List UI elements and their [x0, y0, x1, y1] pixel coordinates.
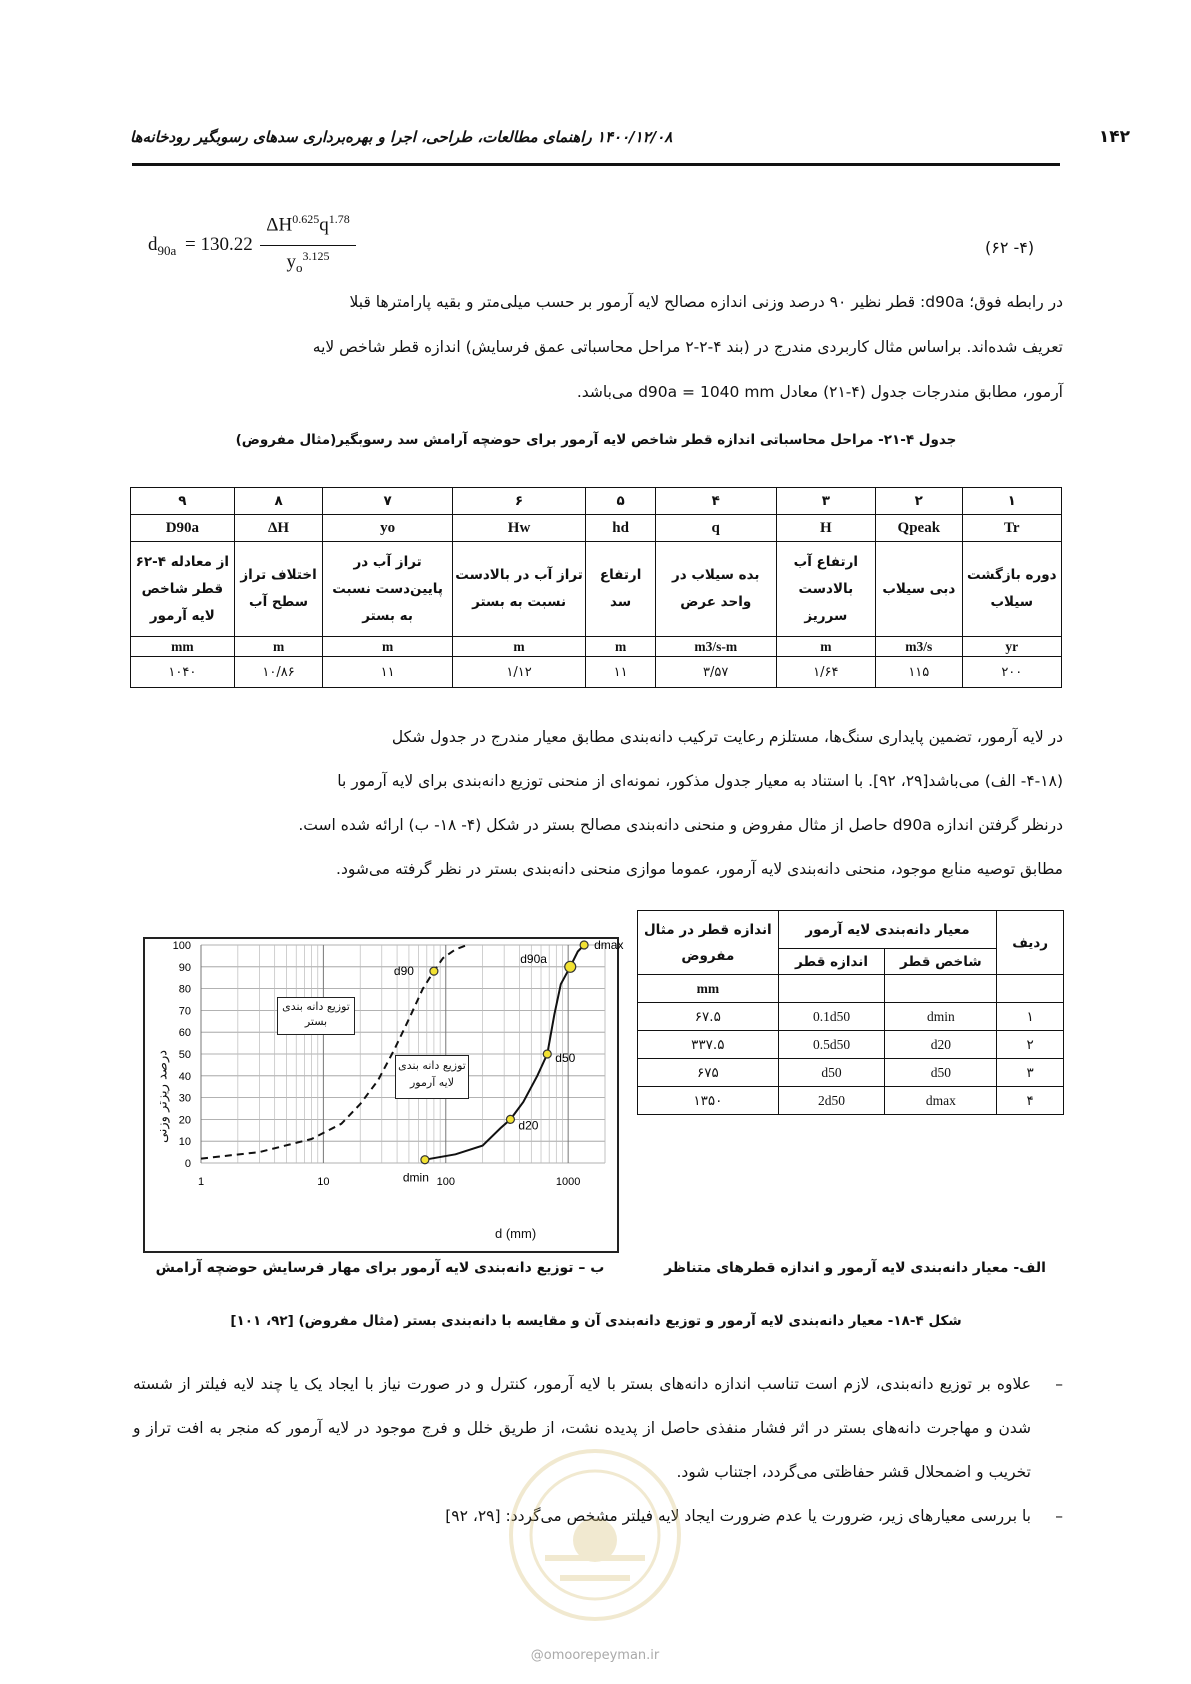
- table-cell: mm: [638, 975, 779, 1003]
- y-tick-label: 20: [178, 1114, 191, 1127]
- equation-den-sub: o: [296, 260, 303, 276]
- y-tick-label: 90: [178, 961, 191, 974]
- table-cell: ۱: [997, 1003, 1064, 1031]
- page-number: ۱۴۲: [1098, 127, 1130, 147]
- table-cell: H: [776, 515, 875, 542]
- y-tick-label: 50: [178, 1049, 191, 1061]
- watermark-seal-icon: [505, 1445, 685, 1625]
- table-cell: 2d50: [778, 1087, 885, 1115]
- annotation-armor: توزیع دانه بندی لایه آرمور: [395, 1055, 469, 1099]
- fraction-bar: [260, 245, 356, 246]
- table-cell: ۳: [776, 488, 875, 515]
- table-cell: شاخص قطر: [885, 949, 997, 975]
- table-cell: dmax: [885, 1087, 997, 1115]
- table-cell: ۱۰/۸۶: [234, 657, 323, 688]
- figure-subcaption-a: الف- معیار دانه‌بندی لایه آرمور و اندازه قطرهای متناظر: [664, 1260, 1046, 1276]
- table-cell: mm: [131, 637, 235, 657]
- figure-subcaption-b: ب – توزیع دانه‌بندی لایه آرمور برای مهار فرسایش حوضچه آرامش: [155, 1260, 605, 1276]
- point-marker-d90: [430, 967, 438, 975]
- table-cell: Qpeak: [876, 515, 963, 542]
- table-cell: Hw: [452, 515, 586, 542]
- table-cell: [778, 975, 885, 1003]
- y-tick-label: 10: [178, 1136, 191, 1149]
- chart-ylabel: درصد ریزتر وزنی: [155, 1049, 171, 1144]
- bullet-dash: –: [1055, 1375, 1063, 1393]
- table-cell: d50: [778, 1059, 885, 1087]
- x-tick-label: 1000: [555, 1176, 581, 1188]
- table-cell: hd: [586, 515, 655, 542]
- equation-num-b: q: [319, 214, 329, 236]
- table-cell: ۹: [131, 488, 235, 515]
- grading-chart: [143, 937, 624, 1253]
- marker-label-dmax: dmax: [594, 938, 624, 952]
- table-cell: 0.5d50: [778, 1031, 885, 1059]
- equation-num-a: ΔH: [266, 214, 293, 236]
- marker-label-dmin: dmin: [402, 1170, 429, 1185]
- table-cell: ۳: [997, 1059, 1064, 1087]
- table-cell: معیار دانه‌بندی لایه آرمور: [778, 911, 997, 949]
- table-cell: دوره بازگشت سیلاب: [962, 542, 1061, 637]
- table-cell: yo: [323, 515, 452, 542]
- y-tick-label: 80: [178, 983, 191, 996]
- table-cell: اندازه قطر: [778, 949, 885, 975]
- table-2: [637, 910, 1064, 1115]
- table-cell: ۸: [234, 488, 323, 515]
- table-cell: m: [234, 637, 323, 657]
- table-row: [131, 657, 1062, 688]
- header-rule: [132, 163, 1060, 166]
- y-tick-label: 100: [172, 940, 191, 952]
- y-tick-label: 30: [178, 1092, 191, 1105]
- paragraph-1-line: آرمور، مطابق مندرجات جدول (۴-۲۱) معادل d90a = 1040 mm می‌باشد.: [576, 383, 1063, 401]
- equation-lhs: [148, 234, 253, 259]
- table-cell: بده سیلاب در واحد عرض: [655, 542, 776, 637]
- equation-coef: = 130.22: [185, 234, 253, 255]
- table-cell: Tr: [962, 515, 1061, 542]
- paragraph-2-line: مطابق توصیه منابع موجود، منحنی دانه‌بندی لایه آرمور، عموما موازی منحنی دانه‌بندی بستر در نظر گرفته می‌شود.: [336, 860, 1063, 878]
- equation-den: y: [286, 251, 296, 273]
- x-tick-label: 1: [197, 1176, 205, 1188]
- table-cell: ردیف: [997, 911, 1064, 975]
- table-cell: ۱/۱۲: [452, 657, 586, 688]
- table-cell: ۱/۶۴: [776, 657, 875, 688]
- table-cell: ۱۱: [323, 657, 452, 688]
- table-row: [638, 1031, 1064, 1059]
- table-row: [131, 542, 1062, 637]
- table-cell: ۳/۵۷: [655, 657, 776, 688]
- table-cell: m3/s-m: [655, 637, 776, 657]
- marker-label-d90: d90: [393, 964, 414, 979]
- table-row: [638, 975, 1064, 1003]
- equation-num-a-sup: 0.625: [292, 212, 320, 226]
- table-cell: ۶۷۵: [638, 1059, 779, 1087]
- y-tick-label: 70: [178, 1005, 191, 1018]
- equation: [148, 212, 548, 282]
- y-tick-label: 0: [184, 1158, 191, 1170]
- paragraph-2: [133, 715, 1063, 891]
- equation-number: (۴- ۶۲): [985, 238, 1035, 257]
- table-cell: ۲۰۰: [962, 657, 1061, 688]
- figure-caption: شکل ۴-۱۸- معیار دانه‌بندی لایه آرمور و توزیع دانه‌بندی آن و مقایسه با دانه‌بندی بستر (مثال مفروض) [۹۲، ۱۰۱]: [230, 1313, 962, 1329]
- table-row: [638, 1087, 1064, 1115]
- point-marker-d90a: [565, 961, 576, 972]
- table-cell: ΔH: [234, 515, 323, 542]
- equation-den-sup: 3.125: [302, 249, 330, 263]
- bullet-dash: –: [1055, 1507, 1063, 1525]
- table-cell: ۲: [876, 488, 963, 515]
- table-1: [130, 487, 1062, 688]
- table-cell: ۷: [323, 488, 452, 515]
- table-row: [131, 488, 1062, 515]
- table-cell: m3/s: [876, 637, 963, 657]
- marker-label-d20: d20: [518, 1118, 539, 1133]
- equation-denominator: [263, 249, 353, 276]
- paragraph-2-line: در لایه آرمور، تضمین پایداری سنگ‌ها، مستلزم رعایت ترکیب دانه‌بندی مطابق معیار مندرج در جدول شکل: [391, 728, 1063, 746]
- x-tick-label: 100: [436, 1176, 455, 1188]
- table-cell: ۲: [997, 1031, 1064, 1059]
- table-cell: ۱۱۵: [876, 657, 963, 688]
- y-tick-label: 60: [178, 1027, 191, 1040]
- table-cell: m: [323, 637, 452, 657]
- series-line-bed: [201, 945, 467, 1159]
- list-item-text: با بررسی معیارهای زیر، ضرورت یا عدم ضرورت ایجاد لایه فیلتر مشخص می‌گردد: [۲۹، ۹۲]: [445, 1507, 1031, 1525]
- table-cell: d50: [885, 1059, 997, 1087]
- point-marker-d20: [506, 1115, 514, 1123]
- list-item-text: علاوه بر توزیع دانه‌بندی، لازم است تناسب اندازه دانه‌های بستر با لایه آرمور، کنترل و در صورت نیاز با ایجاد یک یا چند لایه فیلتر از شسته شدن و مهاجرت دانه‌های بستر در اثر فشار منفذی حاصل از پدیده نشت، از طریق خلل و فرج موجود در لایه آرمور که منجر به افت تراز و تخریب و اضمحلال قشر حفاظتی می‌گردد، اجتناب شود.: [133, 1375, 1031, 1481]
- table-cell: ۱۳۵۰: [638, 1087, 779, 1115]
- table-cell: [885, 975, 997, 1003]
- equation-num-b-sup: 1.78: [328, 212, 350, 226]
- table-cell: ارتفاع آب بالادست سرریز: [776, 542, 875, 637]
- table-row: [638, 1059, 1064, 1087]
- table-cell: m: [452, 637, 586, 657]
- table-cell: m: [776, 637, 875, 657]
- grading-chart-svg: [145, 938, 624, 1251]
- x-tick-label: 10: [317, 1176, 330, 1188]
- paragraph-1: [133, 280, 1063, 415]
- table-row: [638, 1003, 1064, 1031]
- marker-label-d50: d50: [555, 1051, 576, 1065]
- table-cell: ۱۱: [586, 657, 655, 688]
- table-cell: تراز آب در بالادست نسبت به بستر: [452, 542, 586, 637]
- table-cell: d20: [885, 1031, 997, 1059]
- table-cell: m: [586, 637, 655, 657]
- table-cell: dmin: [885, 1003, 997, 1031]
- table-cell: دبی سیلاب: [876, 542, 963, 637]
- table-cell: ۴: [997, 1087, 1064, 1115]
- paragraph-2-line: درنظر گرفتن اندازه d90a حاصل از مثال مفروض و منحنی دانه‌بندی مصالح بستر در شکل (۴- ۱۸- ب) ارائه شده است.: [298, 816, 1063, 834]
- paragraph-2-line: (۴-۱۸- الف) می‌باشد[۲۹، ۹۲]. با استناد به معیار جدول مذکور، نمونه‌ای از منحنی توزیع دانه‌بندی برای لایه آرمور با: [337, 772, 1063, 790]
- table-cell: 0.1d50: [778, 1003, 885, 1031]
- table-row: [638, 911, 1064, 949]
- watermark-text: @omoorepeyman.ir: [530, 1648, 660, 1663]
- table-cell: اندازه قطر در مثال مفروض: [638, 911, 779, 975]
- table-cell: ارتفاع سد: [586, 542, 655, 637]
- table-row: [131, 637, 1062, 657]
- table-cell: [997, 975, 1064, 1003]
- chart-xlabel: d (mm): [495, 1226, 537, 1241]
- table-cell: ۶: [452, 488, 586, 515]
- table-cell: q: [655, 515, 776, 542]
- equation-lhs-base: d: [148, 234, 158, 255]
- running-header-title: ۱۴۰۰/۱۲/۰۸ راهنمای مطالعات، طراحی، اجرا و بهره‌برداری سدهای رسوبگیر رودخانه‌ها: [130, 128, 673, 146]
- table-cell: ۶۷.۵: [638, 1003, 779, 1031]
- table-cell: ۵: [586, 488, 655, 515]
- point-marker-d50: [543, 1050, 551, 1058]
- table-cell: ۱: [962, 488, 1061, 515]
- paragraph-1-line: تعریف شده‌اند. براساس مثال کاربردی مندرج در (بند ۴-۲-۲ مراحل محاسباتی عمق فرسایش) اندازه قطر شاخص لایه: [312, 338, 1063, 356]
- table-row: [131, 515, 1062, 542]
- y-tick-label: 40: [178, 1070, 191, 1083]
- table-cell: ۴: [655, 488, 776, 515]
- table-cell: D90a: [131, 515, 235, 542]
- equation-lhs-sub: 90a: [157, 242, 177, 258]
- table-cell: ۳۳۷.۵: [638, 1031, 779, 1059]
- point-marker-dmin: [421, 1156, 429, 1164]
- table-1-caption: جدول ۴-۲۱- مراحل محاسباتی اندازه قطر شاخص لایه آرمور برای حوضچه آرامش سد رسوبگیر(مثال مفروض): [235, 432, 957, 448]
- table-cell: ۱۰۴۰: [131, 657, 235, 688]
- equation-numerator: [263, 212, 353, 236]
- table-cell: اختلاف تراز سطح آب: [234, 542, 323, 637]
- table-cell: تراز آب در پایین‌دست نسبت به بستر: [323, 542, 452, 637]
- table-cell: yr: [962, 637, 1061, 657]
- marker-label-d90a: d90a: [520, 951, 547, 966]
- annotation-bed: توزیع دانه بندی بستر: [277, 997, 355, 1035]
- table-cell: از معادله ۴-۶۲ قطر شاخص لایه آرمور: [131, 542, 235, 637]
- paragraph-1-line: در رابطه فوق؛ d90a: قطر نظیر ۹۰ درصد وزنی اندازه مصالح لایه آرمور بر حسب میلی‌متر و بقیه پارامترها قبلا: [349, 293, 1063, 311]
- point-marker-dmax: [580, 941, 588, 949]
